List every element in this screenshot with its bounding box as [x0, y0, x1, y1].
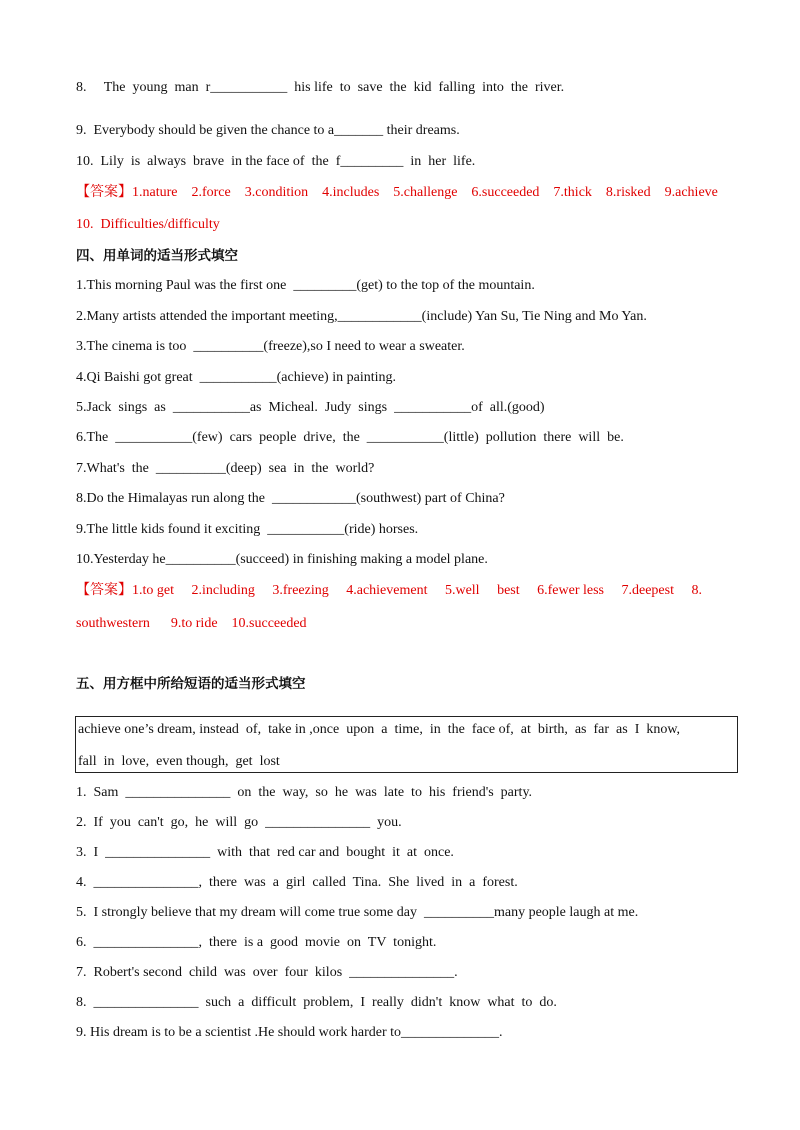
question-line: 3. I _______________ with that red car and bought it at once.: [76, 845, 454, 860]
question-line: 1. Sam _______________ on the way, so he was late to his friend's party.: [76, 785, 533, 800]
question-line: 7. Robert's second child was over four kilos _______________.: [76, 965, 458, 980]
section-heading: 四、用单词的适当形式填空: [76, 248, 238, 264]
question-line: 7.What's the __________(deep) sea in the world?: [76, 461, 375, 476]
question-line: 5. I strongly believe that my dream will come true some day __________many people laugh at me.: [76, 905, 639, 920]
question-line: 2.Many artists attended the important meeting,____________(include) Yan Su, Tie Ning and Mo Yan.: [76, 309, 647, 324]
section-heading: 五、用方框中所给短语的适当形式填空: [76, 676, 306, 692]
phrase-box-line: fall in love, even though, get lost: [78, 754, 280, 769]
question-10: 10. Lily is always brave in the face of the f_________ in her life.: [76, 154, 476, 169]
question-line: 4. _______________, there was a girl called Tina. She lived in a forest.: [76, 875, 518, 890]
question-line: 5.Jack sings as ___________as Micheal. Judy sings ___________of all.(good): [76, 400, 545, 415]
question-line: 9. His dream is to be a scientist .He should work harder to______________.: [76, 1025, 503, 1040]
question-line: 8.Do the Himalayas run along the ____________(southwest) part of China?: [76, 491, 505, 506]
question-line: 4.Qi Baishi got great ___________(achieve) in painting.: [76, 370, 396, 385]
question-line: 1.This morning Paul was the first one _________(get) to the top of the mountain.: [76, 278, 535, 293]
answer-key-line: 【答案】1.to get 2.including 3.freezing 4.achievement 5.well best 6.fewer less 7.deepest 8.: [76, 583, 702, 598]
question-8: 8. The young man r___________ his life to save the kid falling into the river.: [76, 80, 565, 95]
question-9: 9. Everybody should be given the chance to a_______ their dreams.: [76, 123, 460, 138]
answer-key-line: 10. Difficulties/difficulty: [76, 217, 220, 232]
answer-key-line: southwestern 9.to ride 10.succeeded: [76, 616, 307, 631]
question-line: 3.The cinema is too __________(freeze),so I need to wear a sweater.: [76, 339, 465, 354]
question-line: 2. If you can't go, he will go _______________ you.: [76, 815, 402, 830]
question-line: 9.The little kids found it exciting ___________(ride) horses.: [76, 522, 419, 537]
phrase-box: [75, 716, 738, 773]
question-line: 10.Yesterday he__________(succeed) in finishing making a model plane.: [76, 552, 488, 567]
phrase-box-line: achieve one’s dream, instead of, take in ,once upon a time, in the face of, at birth, as far as I know,: [78, 722, 681, 737]
answer-key-line: 【答案】1.nature 2.force 3.condition 4.includes 5.challenge 6.succeeded 7.thick 8.risked 9.achieve: [76, 185, 718, 200]
question-line: 6. _______________, there is a good movie on TV tonight.: [76, 935, 437, 950]
question-line: 6.The ___________(few) cars people drive, the ___________(little) pollution there will be.: [76, 430, 624, 445]
question-line: 8. _______________ such a difficult problem, I really didn't know what to do.: [76, 995, 557, 1010]
